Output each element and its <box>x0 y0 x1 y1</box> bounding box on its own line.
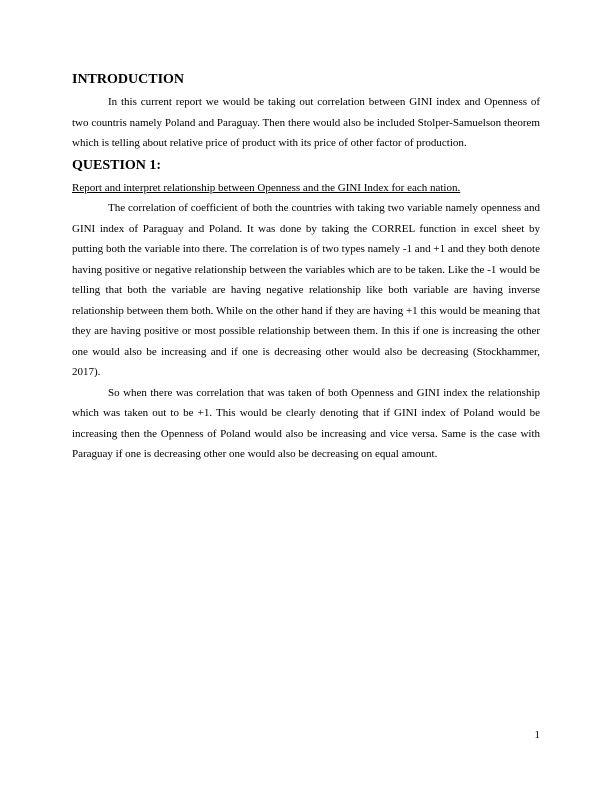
question-1-paragraph-1: The correlation of coefficient of both the countries with taking two variable namely openness and GINI index of Paraguay and Poland. It was done by taking the CORREL function in excel sheet by putting both the variable into there. The correlation is of two types namely -1 and +1 and they both denote having positive or negative relationship between the variables which are to be taken. Like the -1 would be telling that both the variable are having negative relationship like both variable are having inverse relationship between them both. While on the other hand if they are having +1 this would be meaning that they are having positive or most possible relationship between them. In this if one is increasing the other one would also be increasing and if one is decreasing other would also be decreasing (Stockhammer, 2017). <box>72 202 540 378</box>
introduction-heading: INTRODUCTION <box>72 72 185 87</box>
introduction-paragraph: In this current report we would be taking out correlation between GINI index and Openness of two countris namely Poland and Paraguay. Then there would also be included Stolper-Samuelson theorem which is telling about relative price of product with its price of other factor of production. <box>72 96 540 149</box>
question-1-paragraph-2: So when there was correlation that was taken of both Openness and GINI index the relationship which was taken out to be +1. This would be clearly denoting that if GINI index of Poland would be increasing then the Openness of Poland would also be increasing and vice versa. Same is the case with Paraguay if one is decreasing other one would also be decreasing on equal amount. <box>72 386 540 460</box>
page-number: 1 <box>534 729 540 741</box>
question-1-subheading: Report and interpret relationship between Openness and the GINI Index for each nation. <box>72 181 461 194</box>
question-1-heading: QUESTION 1: <box>72 157 162 173</box>
document-body <box>72 70 540 465</box>
